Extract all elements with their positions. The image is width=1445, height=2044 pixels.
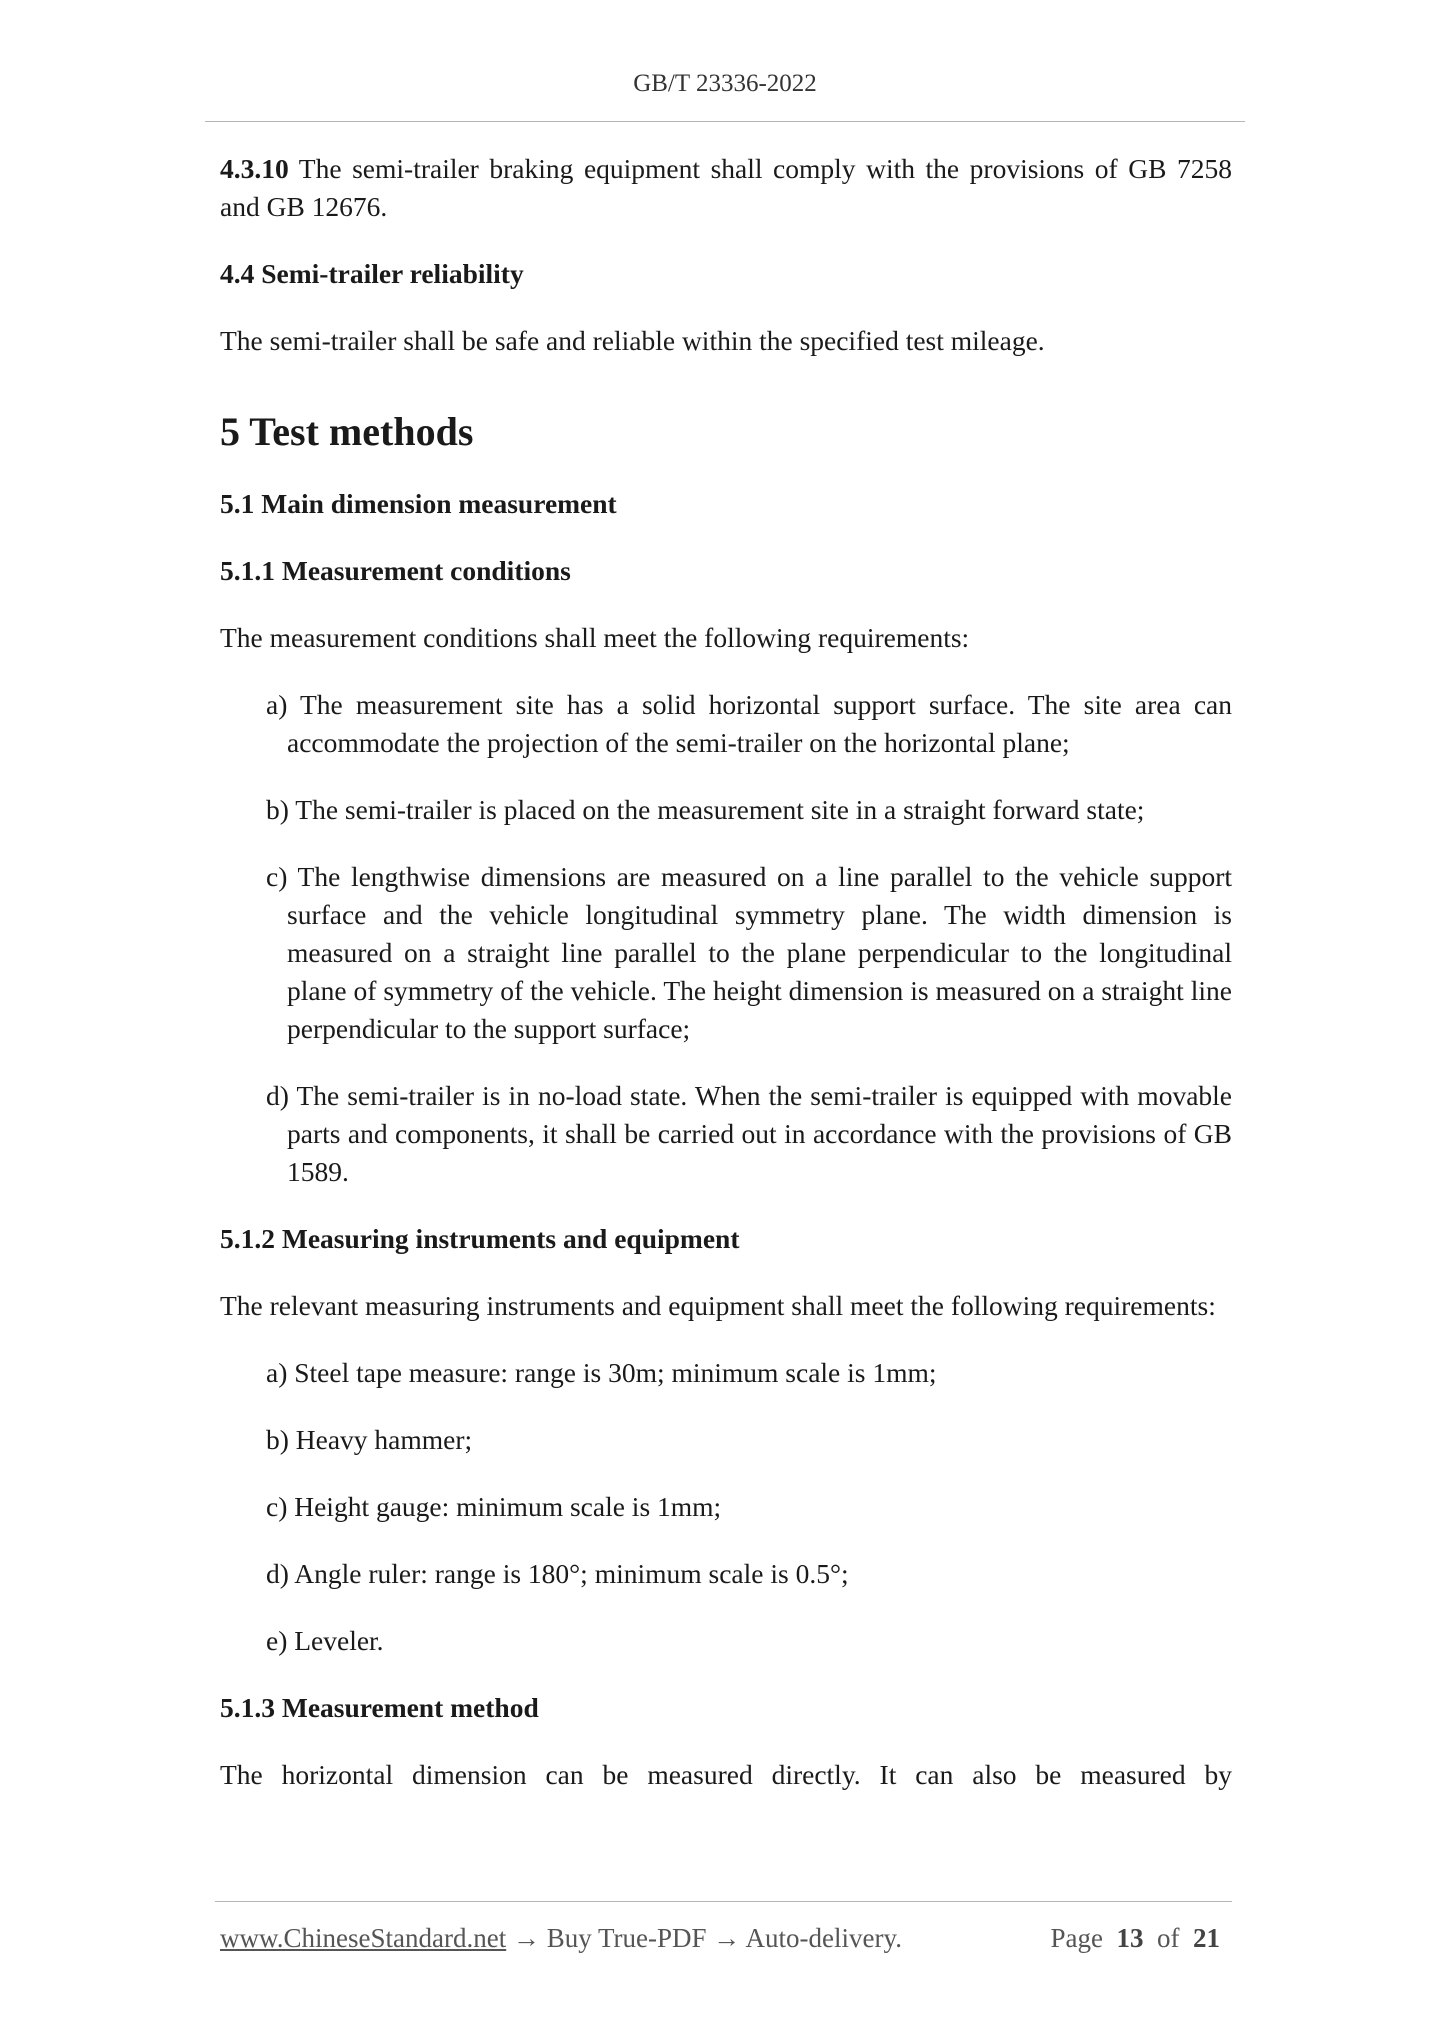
page-label: Page xyxy=(1050,1923,1103,1953)
paragraph-5-1-3: The horizontal dimension can be measured directly. It can also be measured by xyxy=(220,1759,1232,1790)
list-item: d) Angle ruler: range is 180°; minimum scale is 0.5°; xyxy=(266,1558,849,1589)
arrow-icon: → xyxy=(713,1923,741,1953)
paragraph-5-1-2: The relevant measuring instruments and equipment shall meet the following requirements: xyxy=(220,1290,1216,1321)
buy-pdf-text: Buy True-PDF xyxy=(546,1923,707,1953)
arrow-icon: → xyxy=(512,1923,540,1953)
of-label: of xyxy=(1157,1923,1180,1953)
footer-divider xyxy=(215,1901,1232,1902)
document-body xyxy=(220,150,1232,1823)
list-item: c) The lengthwise dimensions are measured on a line parallel to the vehicle support surface and the vehicle longitudinal symmetry plane. The width dimension is measured on a straight line parallel to the plane perpendicular to the longitudinal plane of symmetry of the vehicle. The height dimension is measured on a straight line perpendicular to the support surface; xyxy=(266,861,1232,1044)
page-total: 21 xyxy=(1193,1923,1220,1953)
conditions-list xyxy=(220,686,1232,1191)
section-heading-5: 5 Test methods xyxy=(220,409,474,454)
list-item: e) Leveler. xyxy=(266,1625,384,1656)
list-item: c) Height gauge: minimum scale is 1mm; xyxy=(266,1491,722,1522)
page-indicator xyxy=(1051,1919,1220,1957)
heading-5-1-3: 5.1.3 Measurement method xyxy=(220,1692,539,1723)
list-item: a) Steel tape measure: range is 30m; minimum scale is 1mm; xyxy=(266,1357,937,1388)
list-item: a) The measurement site has a solid horizontal support surface. The site area can accommodate the projection of the semi-trailer on the horizontal plane; xyxy=(266,689,1232,758)
list-item: d) The semi-trailer is in no-load state. When the semi-trailer is equipped with movable parts and components, it shall be carried out in accordance with the provisions of GB 1589. xyxy=(266,1080,1232,1187)
page-footer xyxy=(220,1919,1232,1957)
heading-4-4: 4.4 Semi-trailer reliability xyxy=(220,258,524,289)
delivery-text: Auto-delivery. xyxy=(745,1923,902,1953)
list-item: b) The semi-trailer is placed on the measurement site in a straight forward state; xyxy=(266,794,1145,825)
list-item: b) Heavy hammer; xyxy=(266,1424,473,1455)
clause-number: 4.3.10 xyxy=(220,153,289,184)
clause-text: The semi-trailer braking equipment shall comply with the provisions of GB 7258 and GB 12676. xyxy=(220,153,1232,222)
page-header: GB/T 23336-2022 xyxy=(633,70,817,97)
paragraph-4-4: The semi-trailer shall be safe and reliable within the specified test mileage. xyxy=(220,325,1045,356)
website-link[interactable]: www.ChineseStandard.net xyxy=(220,1923,507,1953)
header-divider xyxy=(205,121,1245,122)
heading-5-1-1: 5.1.1 Measurement conditions xyxy=(220,555,571,586)
instruments-list xyxy=(220,1354,1232,1660)
heading-5-1: 5.1 Main dimension measurement xyxy=(220,488,617,519)
clause-4-3-10 xyxy=(220,150,1232,226)
paragraph-5-1-1: The measurement conditions shall meet the following requirements: xyxy=(220,622,970,653)
page-number: 13 xyxy=(1116,1923,1144,1953)
heading-5-1-2: 5.1.2 Measuring instruments and equipment xyxy=(220,1223,740,1254)
